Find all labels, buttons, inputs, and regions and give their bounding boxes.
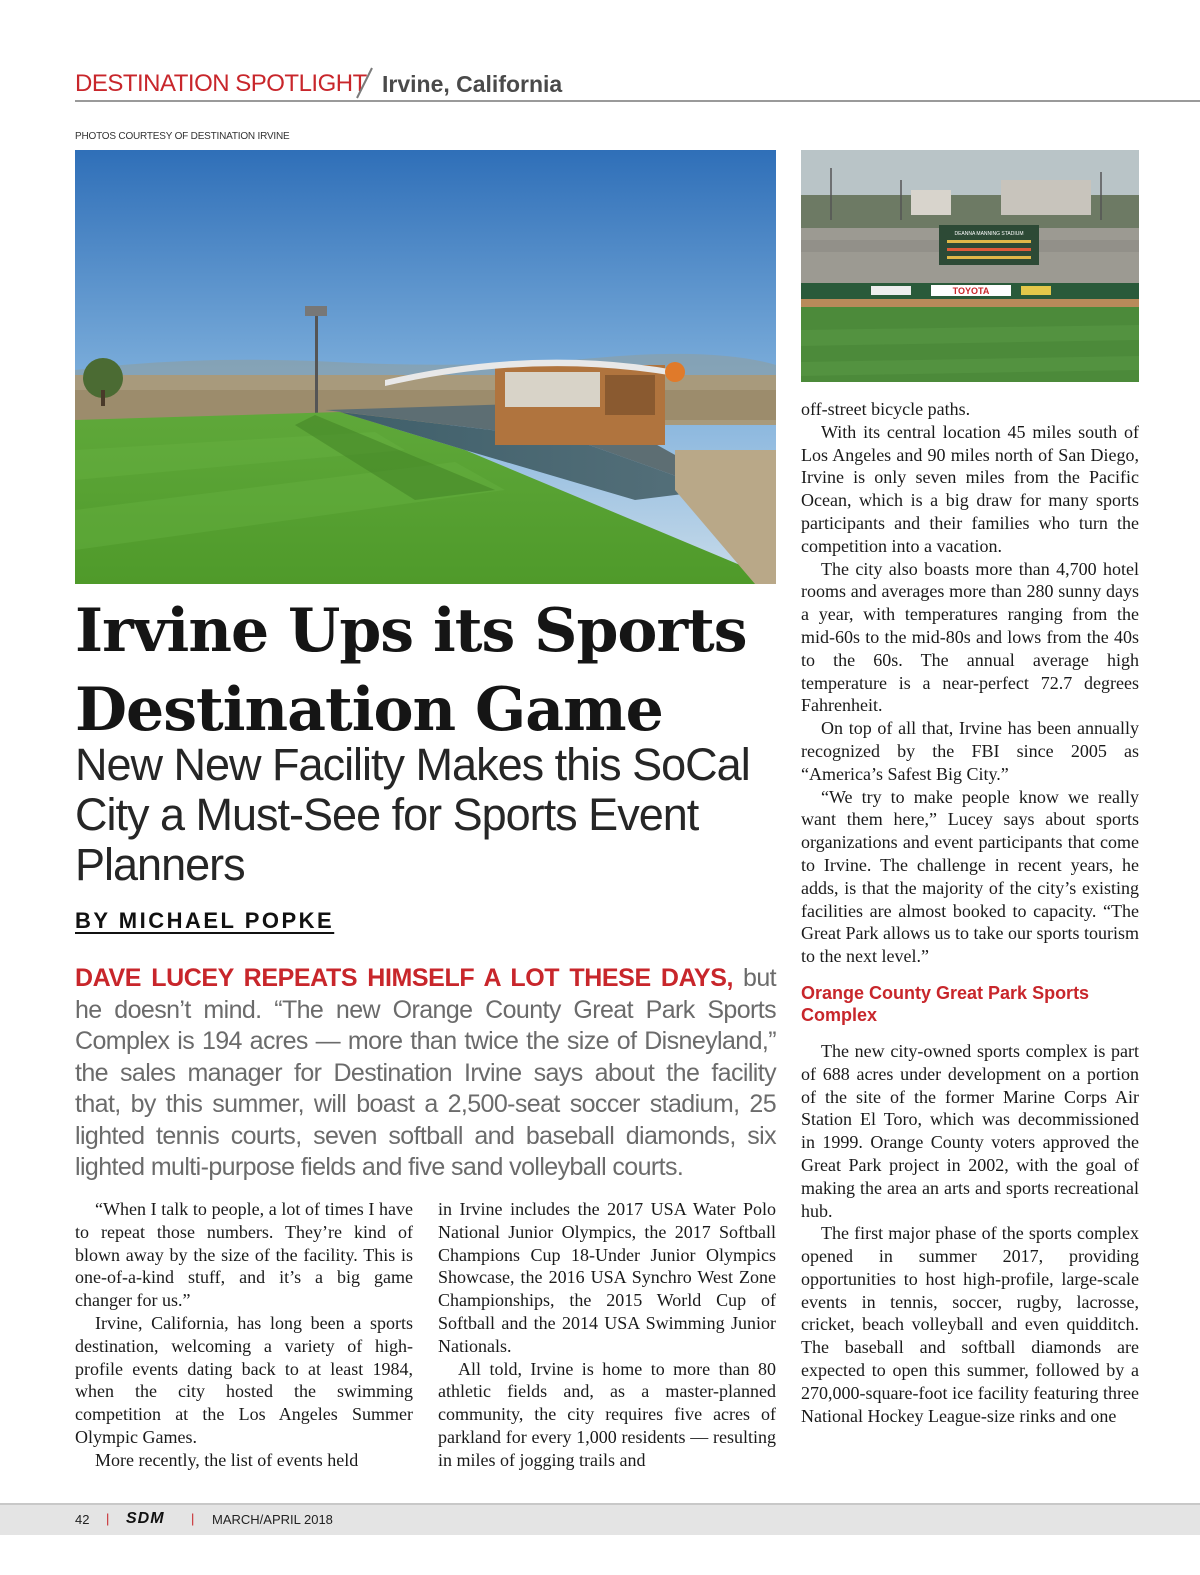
article-subheadline: New New Facility Makes this SoCal City a Must-See for Sports Event Planners [75, 739, 750, 890]
body-column-1 [75, 1198, 413, 1472]
header-slash-divider [352, 66, 378, 100]
footer-separator: | [106, 1511, 110, 1526]
section-label: DESTINATION SPOTLIGHT [75, 70, 367, 97]
body-paragraph: “When I talk to people, a lot of times I have to repeat those numbers. They’re kind of blown away by the size of the facility. This is one-of-a-kind stuff, and it’s a big game changer for us.” [75, 1199, 413, 1311]
issue-date: MARCH/APRIL 2018 [212, 1512, 333, 1527]
body-paragraph: On top of all that, Irvine has been annually recognized by the FBI since 2005 as “America’s Safest Big City.” [801, 718, 1139, 784]
body-paragraph: More recently, the list of events held [95, 1449, 359, 1470]
photo-credit: PHOTOS COURTESY OF DESTINATION IRVINE [75, 131, 290, 142]
body-paragraph: With its central location 45 miles south of Los Angeles and 90 miles north of San Diego, Irvine is only seven miles from the Pacific Ocean, which is a big draw for many sports participants and their families who turn the competition into a vacation. [801, 421, 1139, 556]
body-paragraph: The first major phase of the sports complex opened in summer 2017, providing opportunities to host high-profile, large-scale events in tennis, soccer, rugby, lacrosse, cricket, beach volleyball and even quidditch. The baseball and softball diamonds are expected to open this summer, followed by a 270,000-square-foot ice facility featuring three National Hockey League-size rinks and one [801, 1223, 1139, 1426]
header-rule [75, 100, 1200, 102]
footer-separator: | [191, 1511, 195, 1526]
article-byline: BY MICHAEL POPKE [75, 908, 335, 933]
body-paragraph: The new city-owned sports complex is part of 688 acres under development on a portion of the site of the former Marine Corps Air Station El Toro, which was decommissioned in 1999. Orange County voters approved the Great Park project in 2002, with the goal of making the area an arts and sports recreational hub. [801, 1040, 1139, 1221]
baseball-field-photo [801, 150, 1139, 382]
lead-paragraph [75, 963, 776, 1184]
body-paragraph: off-street bicycle paths. [801, 399, 971, 419]
lead-text: but he doesn’t mind. “The new Orange County Great Park Sports Complex is 194 acres — more than twice the size of Disneyland,” the sales manager for Destination Irvine says about the facility that, by this summer, will boast a 2,500-seat soccer stadium, 25 lighted tennis courts, seven softball and baseball diamonds, six lighted multi-purpose fields and five sand volleyball courts. [75, 964, 776, 1181]
page-number: 42 [75, 1512, 90, 1527]
article-headline: Irvine Ups its Sports Destination Game [75, 596, 747, 745]
body-paragraph: “We try to make people know we really want them here,” Lucey says about sports organizations and event participants that come to Irvine. The challenge in recent years, he adds, is that the majority of the city’s existing facilities are almost booked to capacity. “The Great Park allows us to take our sports tourism to the next level.” [801, 786, 1139, 967]
body-paragraph: Irvine, California, has long been a sports destination, welcoming a variety of high-profile events dating back to at least 1984, when the city hosted the swimming competition at the Los Angeles Summer Olympic Games. [75, 1312, 413, 1447]
section-subhead: Orange County Great Park Sports Complex [801, 982, 1090, 1025]
magazine-logo: SDM [126, 1510, 165, 1527]
body-paragraph: in Irvine includes the 2017 USA Water Polo National Junior Olympics, the 2017 Softball Champions Cup 18-Under Junior Olympics Showcase, the 2016 USA Synchro West Zone Championships, the 2015 World Cup of Softball and the 2014 USA Swimming Junior Nationals. [438, 1199, 776, 1356]
location-label: Irvine, California [382, 71, 563, 97]
body-paragraph: The city also boasts more than 4,700 hotel rooms and averages more than 280 sunny days a year, with temperatures ranging from the mid-60s to the mid-80s and lows from the 40s to the 60s. The annual average high temperature is a near-perfect 72.7 degrees Fahrenheit. [801, 558, 1139, 716]
body-paragraph: All told, Irvine is home to more than 80 athletic fields and, as a master-planned community, the city requires five acres of parkland for every 1,000 residents — resulting in miles of jogging trails and [438, 1358, 776, 1470]
sponsor-text: TOYOTA [952, 286, 990, 296]
scoreboard-text: DEANNA MANNING STADIUM [954, 231, 1024, 237]
body-column-2 [438, 1198, 776, 1472]
lead-intro: DAVE LUCEY REPEATS HIMSELF A LOT THESE DAYS, [75, 964, 734, 992]
footer-bar [0, 1503, 1200, 1535]
stadium-aerial-photo [75, 150, 776, 584]
body-column-3 [801, 398, 1139, 1427]
